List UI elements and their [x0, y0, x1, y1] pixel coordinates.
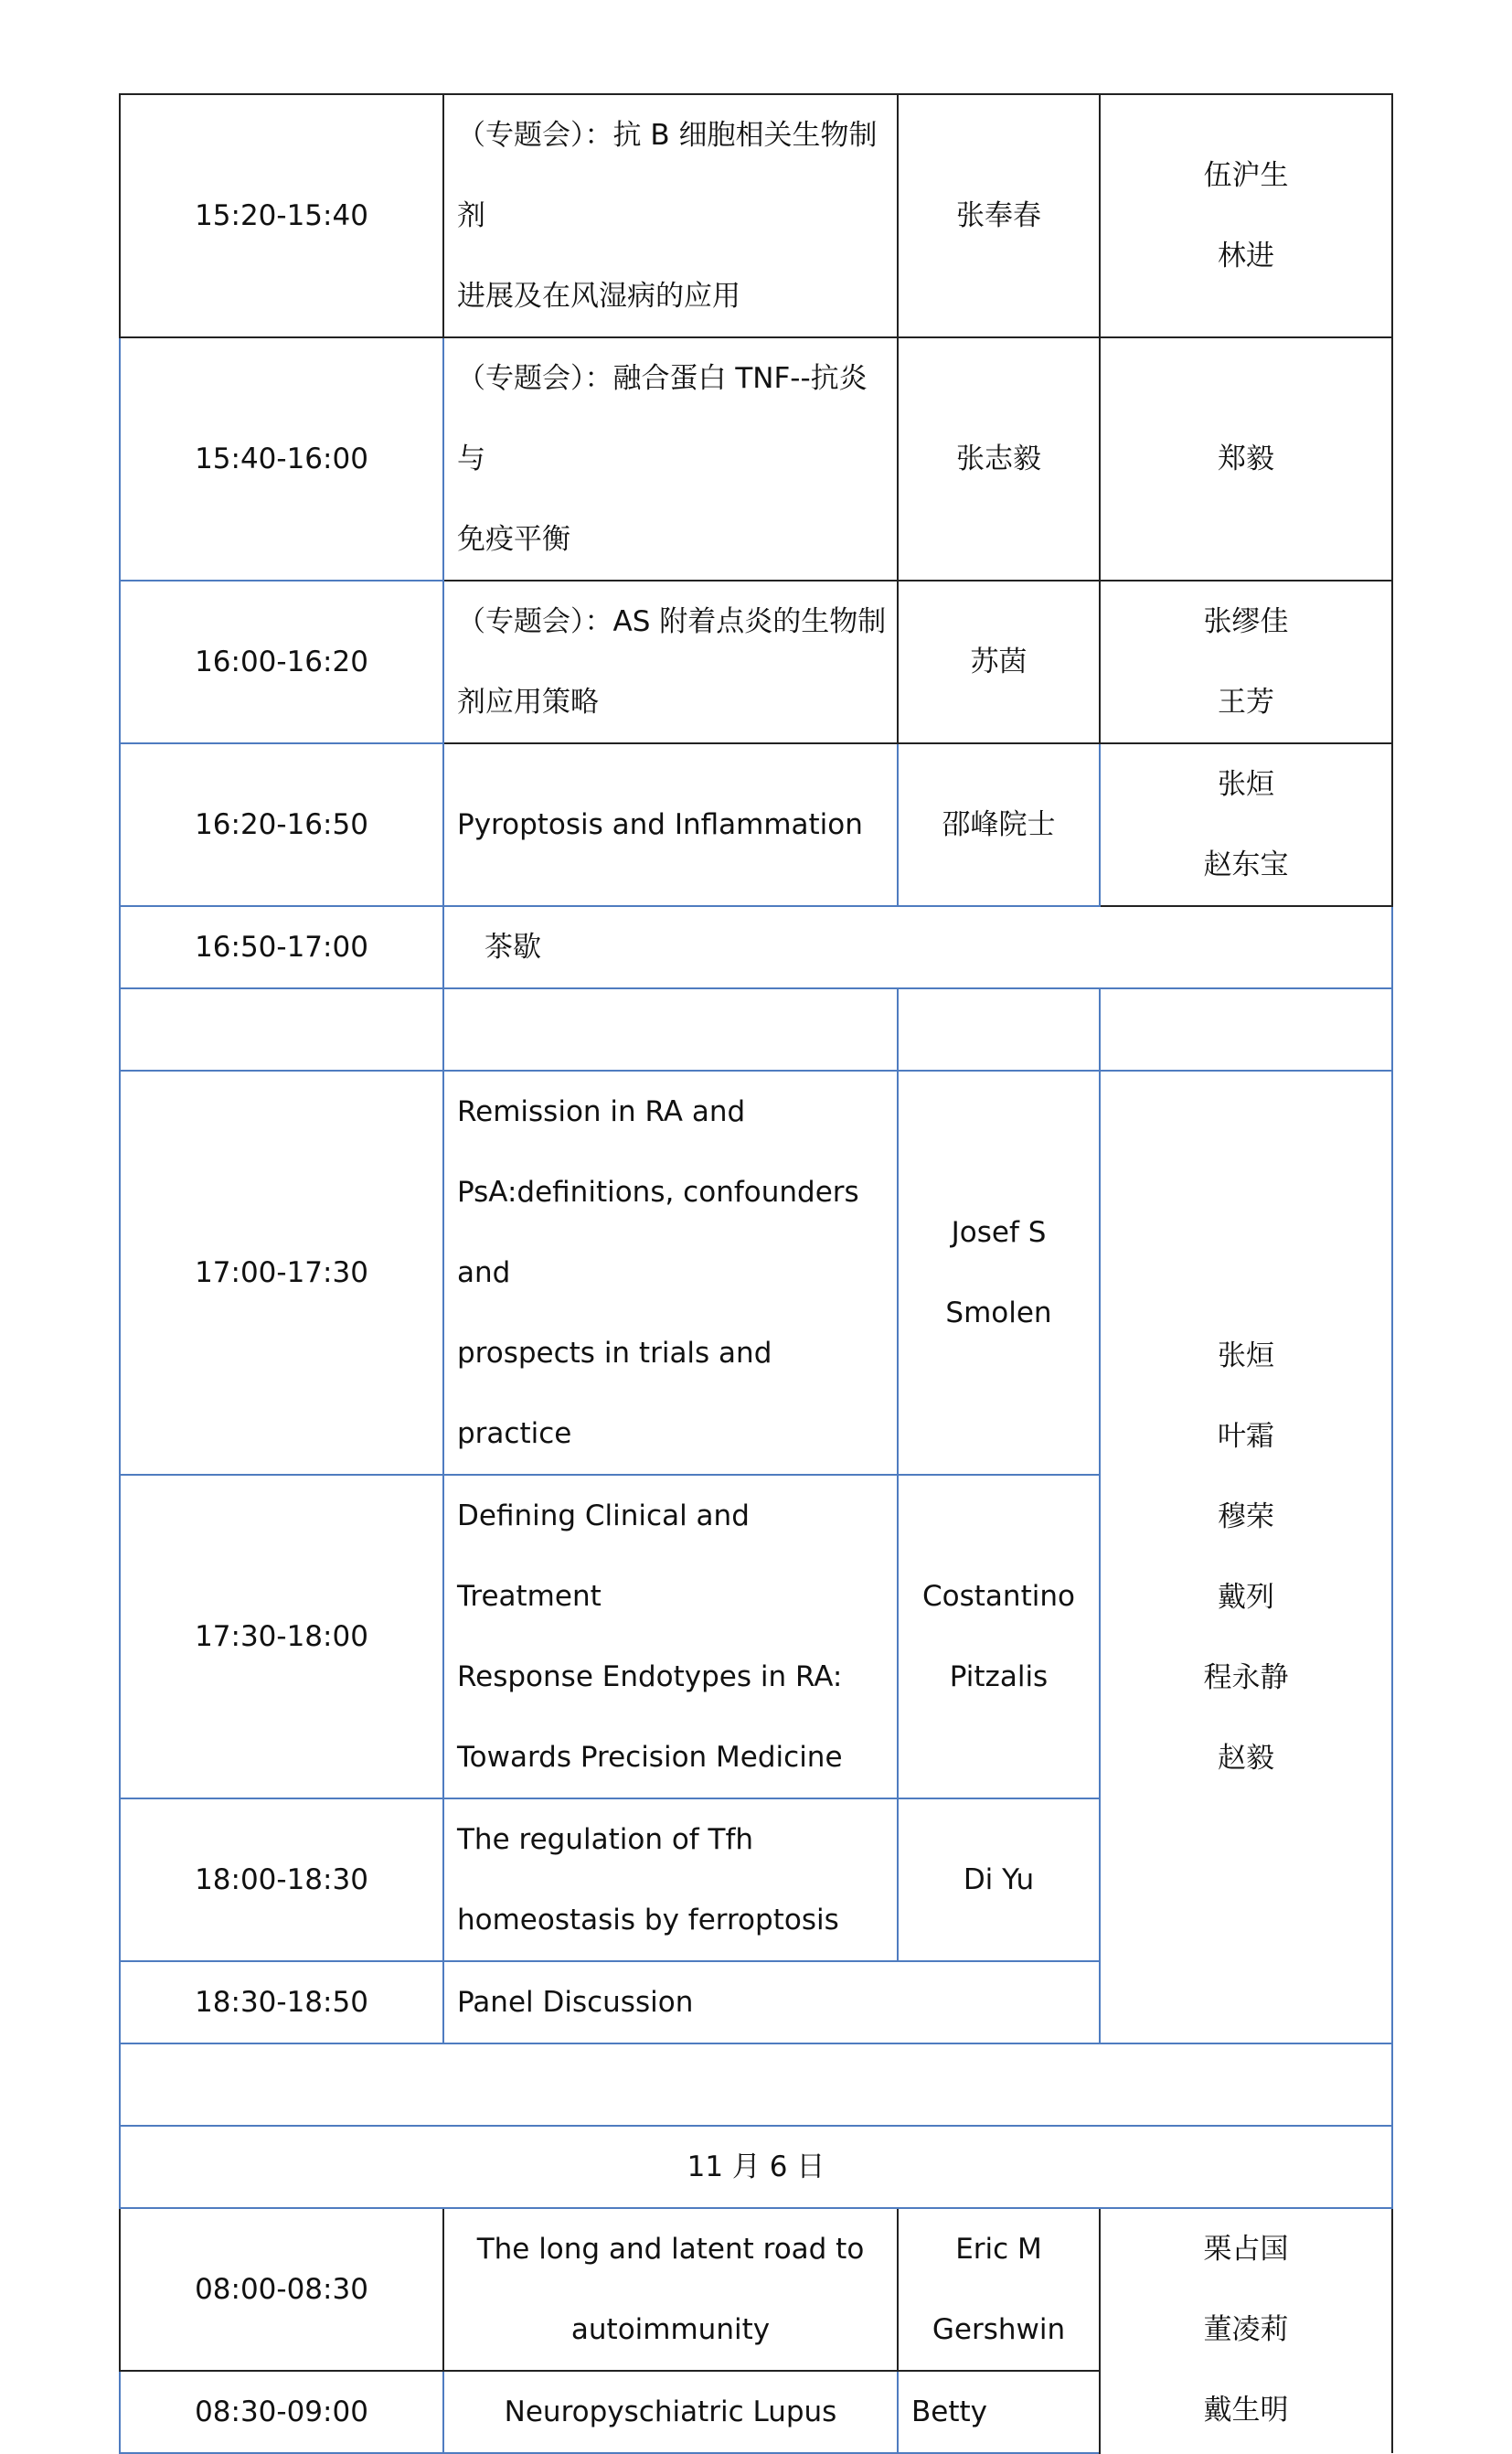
time-cell: 16:50-17:00: [120, 906, 443, 988]
time-cell: 08:30-09:00: [120, 2371, 443, 2453]
time-cell: 16:00-16:20: [120, 581, 443, 743]
time-cell: 16:20-16:50: [120, 743, 443, 906]
speaker-cell: Eric M Gershwin: [898, 2208, 1100, 2371]
speaker-cell: Josef S Smolen: [898, 1071, 1100, 1475]
empty-row: [120, 988, 1392, 1071]
time-cell: 17:30-18:00: [120, 1475, 443, 1798]
speaker-cell: Di Yu: [898, 1798, 1100, 1961]
panel-cell: Panel Discussion: [443, 1961, 1100, 2043]
time-cell: 08:00-08:30: [120, 2208, 443, 2371]
topic-cell: Defining Clinical and Treatment Response Endotypes in RA: Towards Precision Medicine: [443, 1475, 898, 1798]
topic-cell: The long and latent road to autoimmunity: [443, 2208, 898, 2371]
chair-cell: 张缪佳 王芳: [1100, 581, 1392, 743]
schedule-document: [119, 93, 1391, 2454]
chair-cell: 栗占国 董凌莉 戴生明: [1100, 2208, 1392, 2453]
topic-cell: Pyroptosis and Inflammation: [443, 743, 898, 906]
speaker-cell: 苏茵: [898, 581, 1100, 743]
empty-cell: [443, 988, 898, 1071]
table-row: [120, 1071, 1392, 1475]
table-row: [120, 337, 1392, 581]
topic-cell: （专题会）：融合蛋白 TNF--抗炎与 免疫平衡: [443, 337, 898, 581]
speaker-cell: 张志毅: [898, 337, 1100, 581]
empty-cell: [120, 2043, 1392, 2126]
time-cell: 18:30-18:50: [120, 1961, 443, 2043]
empty-cell: [120, 988, 443, 1071]
topic-cell: The regulation of Tfh homeostasis by ferroptosis: [443, 1798, 898, 1961]
empty-cell: [1100, 988, 1392, 1071]
speaker-cell: 邵峰院士: [898, 743, 1100, 906]
table-row: [120, 94, 1392, 337]
time-cell: 17:00-17:30: [120, 1071, 443, 1475]
table-row: [120, 906, 1392, 988]
topic-cell: （专题会）：抗 B 细胞相关生物制剂 进展及在风湿病的应用: [443, 94, 898, 337]
topic-cell: Neuropyschiatric Lupus: [443, 2371, 898, 2453]
topic-cell: Remission in RA and PsA:definitions, confounders and prospects in trials and practice: [443, 1071, 898, 1475]
table-row: [120, 743, 1392, 906]
day-header: 11 月 6 日: [120, 2126, 1392, 2208]
speaker-cell: Betty: [898, 2371, 1100, 2453]
topic-cell: （专题会）：AS 附着点炎的生物制 剂应用策略: [443, 581, 898, 743]
table-row: [120, 581, 1392, 743]
speaker-cell: 张奉春: [898, 94, 1100, 337]
table-row: [120, 2208, 1392, 2371]
schedule-table: [119, 93, 1393, 2454]
chair-cell: 伍沪生 林进: [1100, 94, 1392, 337]
empty-row: [120, 2043, 1392, 2126]
speaker-cell: Costantino Pitzalis: [898, 1475, 1100, 1798]
chair-cell: 张烜 叶霜 穆荣 戴列 程永静 赵毅: [1100, 1071, 1392, 2043]
chair-cell: 张烜 赵东宝: [1100, 743, 1392, 906]
time-cell: 15:20-15:40: [120, 94, 443, 337]
empty-cell: [898, 988, 1100, 1071]
time-cell: 18:00-18:30: [120, 1798, 443, 1961]
chair-cell: 郑毅: [1100, 337, 1392, 581]
time-cell: 15:40-16:00: [120, 337, 443, 581]
break-cell: 茶歇: [443, 906, 1392, 988]
